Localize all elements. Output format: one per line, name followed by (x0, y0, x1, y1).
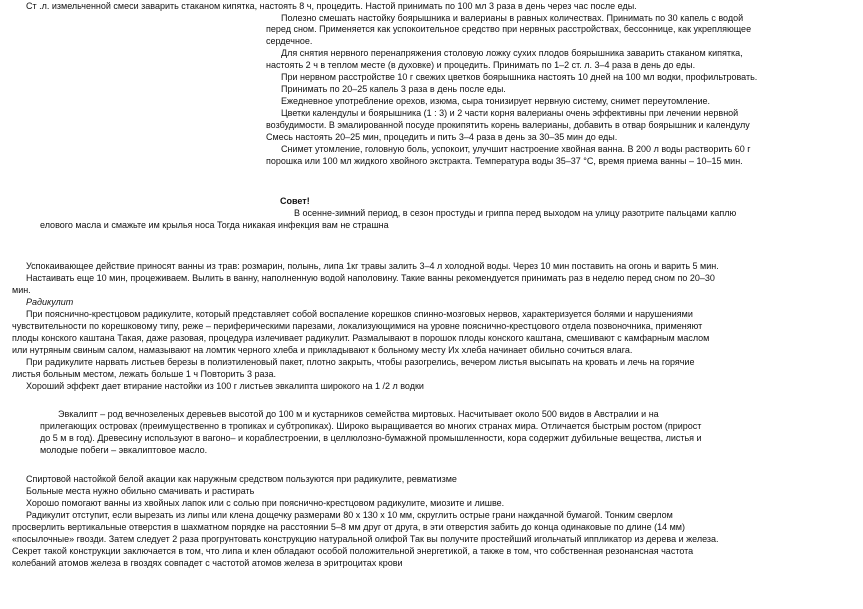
text-line: колебаний атомов железа в гвоздях совпадет с частотой атомов железа в эритроцитах крови (12, 558, 403, 568)
text-line: листья больным местом, лежать больше 1 ч Повторить 3 раза. (12, 369, 276, 379)
text-line: или нутряным свиным салом, намазывают на ломтик черного хлеба и прикладывают к больному месту Их хлеба начинает обильно сочиться влага. (12, 345, 633, 355)
text-line: Успокаивающее действие приносят ванны из трав: розмарин, полынь, липа 1кг травы залить 3–4 л холодной воды. Через 10 мин поставить на огонь и варить 5 мин. (26, 261, 719, 271)
text-line: просверлить вертикальные отверстия в шахматном порядке на расстоянии 5–8 мм друг от друга, в эти отверстия забить до конца одинаковые по длине (14 мм) (12, 522, 685, 532)
text-line: Смесь настоять 20–25 мин, процедить и пить 3–4 раза в день за 30–35 мин до еды. (266, 132, 618, 142)
text-line: Снимет утомление, головную боль, успокоит, улучшит настроение хвойная ванна. В 200 л воды растворить 60 г (281, 144, 751, 154)
text-line: Настаивать еще 10 мин, процеживаем. Вылить в ванну, наполненную водой наполовину. Такие ванны рекомендуется принимать раз в неделю перед сном по 20–30 (26, 273, 715, 283)
text-line: Спиртовой настойкой белой акации как наружным средством пользуются при радикулите, ревматизме (26, 474, 457, 484)
text-line: Принимать по 20–25 капель 3 раза в день после еды. (281, 84, 506, 94)
text-line: прилегающих островах (преимущественно в тропиках и субтропиках). Широко выращивается во многих странах мира. Отличается быстрым ростом (прирост (40, 421, 702, 431)
text-line: Для снятия нервного перенапряжения столовую ложку сухих плодов боярышника заварить стаканом кипятка, (281, 48, 743, 58)
text-line: чувствительности по корешковому типу, реже – периферическими парезами, локализующимися на уровне пояснично-крестцового отдела позвоночника, применяют (12, 321, 703, 331)
text-line: настоять 2 ч в теплом месте (в духовке) и процедить. Принимать по 1–2 ст. л. 3–4 раза в день до еды. (266, 60, 696, 70)
section-heading-radiculitis: Радикулит (26, 297, 74, 307)
text-line: Эвкалипт – род вечнозеленых деревьев высотой до 100 м и кустарников семейства миртовых. Насчитывает около 500 видов в Австралии и на (58, 409, 659, 419)
text-line: плоды конского каштана Такая, даже разовая, процедура излечивает радикулит. Размалывают в порошок плоды конского каштана, смешивают с камфарным маслом (12, 333, 710, 343)
advice-heading: Совет! (280, 196, 310, 206)
text-line: Ст .л. измельченной смеси заварить стаканом кипятка, настоять 8 ч, процедить. Настой принимать по 100 мл 3 раза в день через час после еды. (26, 1, 637, 11)
text-line: При нервном расстройстве 10 г свежих цветков боярышника настоять 10 дней на 100 мл водки, профильтровать. (281, 72, 758, 82)
text-line: При пояснично-крестцовом радикулите, который представляет собой воспаление корешков спинно-мозговых нервов, характеризуется болями и нарушениями (26, 309, 693, 319)
text-line: елового масла и смажьте им крылья носа Тогда никакая инфекция вам не страшна (40, 220, 389, 230)
text-line: При радикулите нарвать листьев березы в полиэтиленовый пакет, плотно закрыть, чтобы разогрелись, вечером листья высыпать на кровать и лечь на горячие (26, 357, 695, 367)
text-line: Хорошо помогают ванны из хвойных лапок или с солью при пояснично-крестцовом радикулите, миозите и лишве. (26, 498, 505, 508)
text-line: В осенне-зимний период, в сезон простуды и гриппа перед выходом на улицу разотрите пальцами каплю (294, 208, 737, 218)
text-line: Ежедневное употребление орехов, изюма, сыра тонизирует нервную систему, снимет переутомление. (281, 96, 711, 106)
text-line: Цветки календулы и боярышника (1 : 3) и 2 части корня валерианы очень эффективны при лечении нервной (281, 108, 739, 118)
text-line: молодые побеги – эвкалиптовое масло. (40, 445, 208, 455)
text-line: до 5 м в год). Древесину используют в вагоно– и кораблестроении, в целлюлозно-бумажной промышленности, кора содержит дубильные вещества, листья и (40, 433, 702, 443)
text-line: Полезно смешать настойку боярышника и валерианы в равных количествах. Принимать по 30 капель с водой (281, 13, 744, 23)
text-line: «посылочные» гвозди. Затем следует 2 раза прогрунтовать конструкцию натуральной олифой Так вы получите простейший игольчатый иппликатор из дерева и железа. (12, 534, 719, 544)
text-line: Больные места нужно обильно смачивать и растирать (26, 486, 255, 496)
text-line: мин. (12, 285, 31, 295)
text-line: Хороший эффект дает втирание настойки из 100 г листьев эвкалипта широкого на 1 /2 л водки (26, 381, 424, 391)
text-line: Радикулит отступит, если вырезать из липы или клена дощечку размерами 80 х 130 х 10 мм, скруглить острые грани наждачной бумагой. Тонким сверлом (26, 510, 673, 520)
text-line: Секрет такой конструкции заключается в том, что липа и клен обладают особой положительной энергетикой, а также в том, что собственная резонансная частота (12, 546, 694, 556)
text-line: возбудимости. В эмалированной посуде прокипятить корень валерианы, добавить в отвар боярышник и календулу (266, 120, 750, 130)
text-line: сердечное. (266, 36, 313, 46)
text-line: порошка или 100 мл жидкого хвойного экстракта. Температура воды 35–37 °С, время приема ванны – 10–15 мин. (266, 156, 743, 166)
text-line: перед сном. Применяется как успокоительное средство при нервных расстройствах, бессоннице, как укрепляющее (266, 24, 752, 34)
